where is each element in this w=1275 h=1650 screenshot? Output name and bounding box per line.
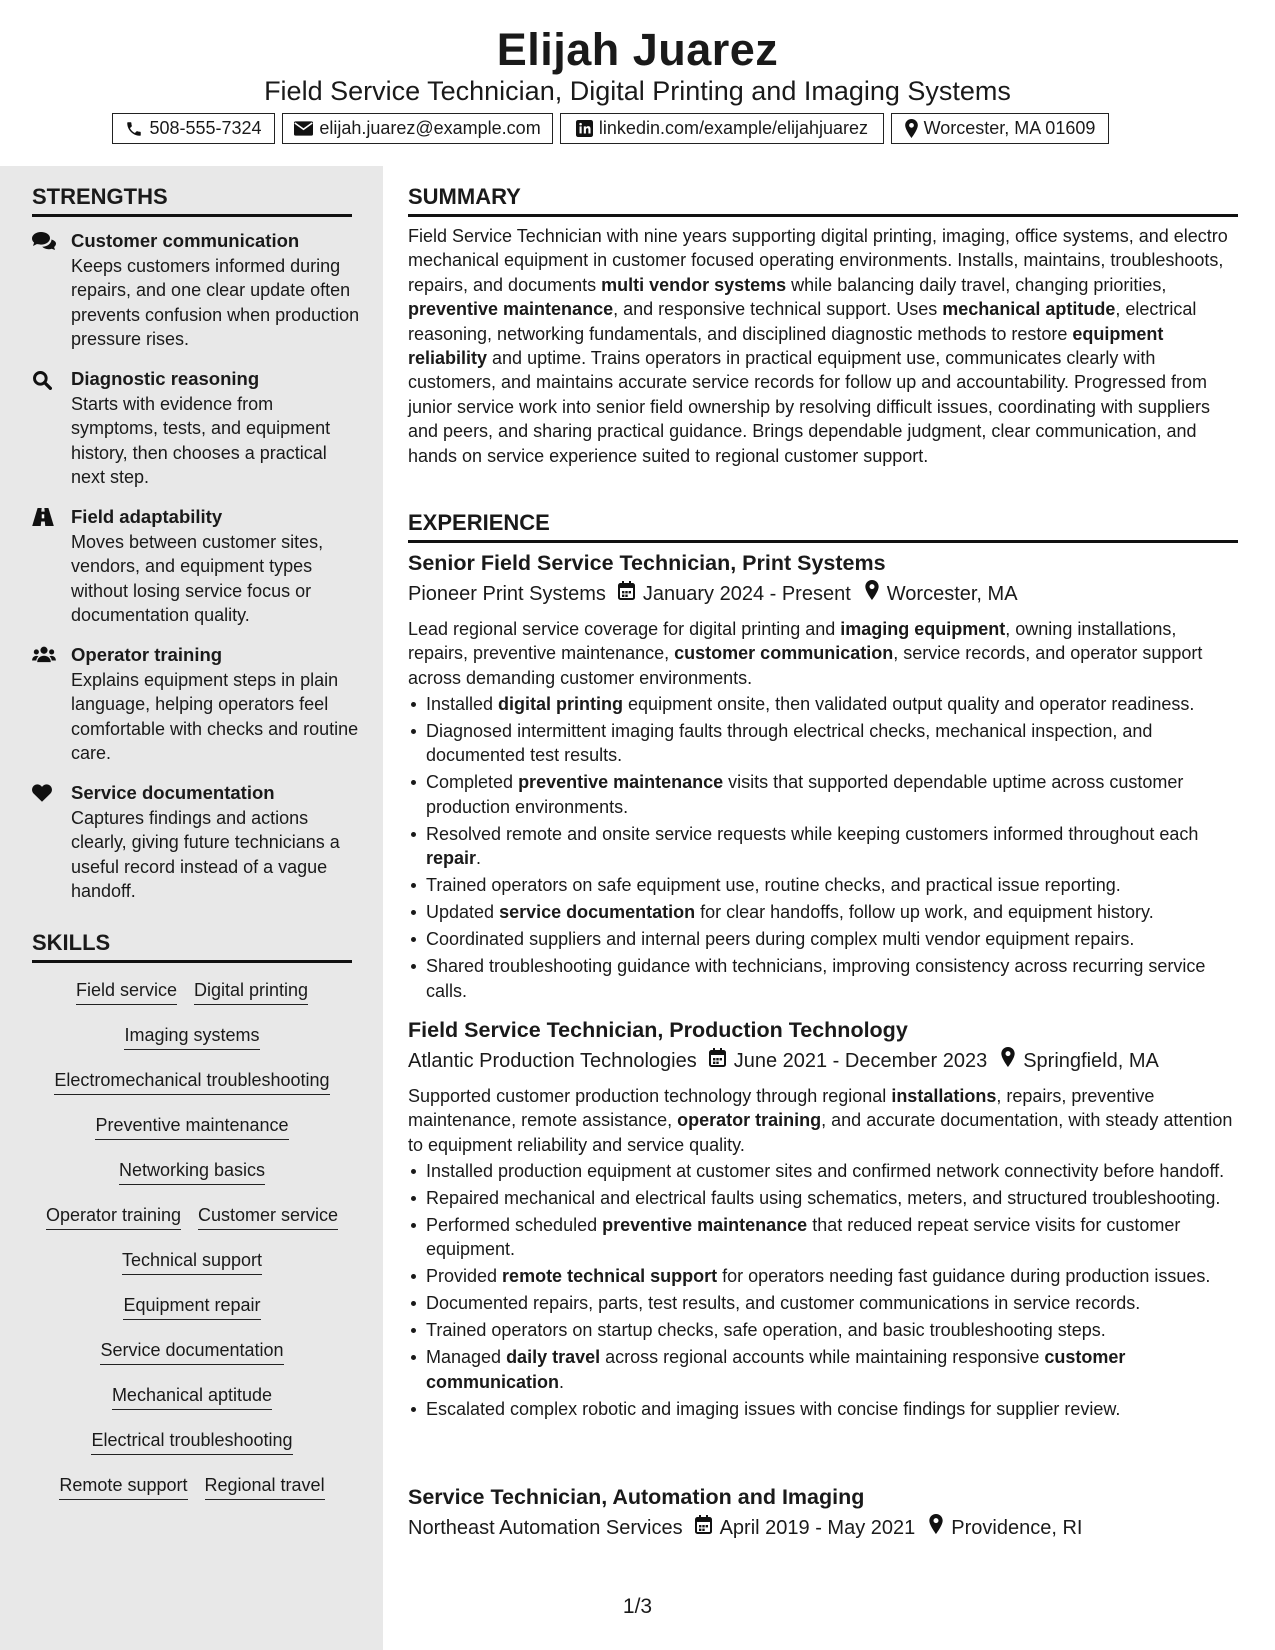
- strength-item: [32, 505, 362, 626]
- text-run: Field Service Technician with nine years supporting digital printing, imaging, office systems, and electro mechanical equipment in customer focused operating environments. Installs, maintains, troubleshoots, repairs, and documents: [408, 226, 1228, 295]
- strengths-heading: STRENGTHS: [32, 184, 168, 209]
- map-marker-icon: [987, 1047, 1023, 1075]
- bullet-item: [408, 1397, 1238, 1421]
- job-location: Worcester, MA: [886, 583, 1018, 605]
- job-meta: [408, 1047, 1238, 1075]
- summary-rule: [408, 214, 1238, 217]
- strength-title: Operator training: [71, 644, 223, 665]
- summary-heading: SUMMARY: [408, 184, 521, 209]
- skills-list: [32, 978, 352, 1518]
- strength-description: Keeps customers informed during repairs, and one clear update often prevents confusion when production pressure rises.: [71, 256, 360, 350]
- text-run: Updated: [426, 902, 500, 923]
- resume-header: [0, 0, 1275, 166]
- text-run: visits that supported dependable uptime across customer production environments.: [426, 772, 1184, 817]
- text-run: Escalated complex robotic and imaging issues with concise findings for supplier review.: [426, 1398, 1121, 1419]
- skill-tag: Technical support: [122, 1248, 262, 1275]
- text-run: Provided: [426, 1266, 503, 1287]
- skills-row: [32, 1473, 352, 1518]
- skills-row: [32, 1338, 352, 1383]
- job-bullets: [408, 1159, 1238, 1424]
- bullet-item: [408, 1159, 1238, 1183]
- bullet-item: [408, 1213, 1238, 1262]
- text-run: Performed scheduled: [426, 1215, 603, 1235]
- bullet-item: [408, 770, 1238, 819]
- strengths-rule: [32, 214, 352, 217]
- skill-tag: Field service: [76, 978, 177, 1005]
- text-run: Resolved remote and onsite service requests while keeping customers informed throughout each: [426, 823, 1199, 844]
- strength-description: Moves between customer sites, vendors, and equipment types without losing service focus or documentation quality.: [71, 532, 324, 626]
- text-run: for operators needing fast guidance during production issues.: [717, 1266, 1211, 1287]
- bullet-item: [408, 692, 1238, 716]
- strength-title: Diagnostic reasoning: [71, 368, 260, 389]
- bullet-item: [408, 1186, 1238, 1210]
- strength-title: Field adaptability: [71, 506, 223, 527]
- experience-rule: [408, 540, 1238, 543]
- text-run: equipment onsite, then validated output quality and operator readiness.: [623, 694, 1195, 714]
- strength-description: Starts with evidence from symptoms, tests, and equipment history, then chooses a practical next step.: [71, 394, 331, 488]
- text-run: Diagnosed intermittent imaging faults through electrical checks, mechanical inspection, and documented test results.: [426, 721, 1153, 766]
- job-meta: [408, 580, 1238, 608]
- text-run: , and accurate documentation, with steady attention to equipment reliability and service quality.: [408, 1110, 1233, 1155]
- contact-email-text: elijah.juarez@example.com: [319, 118, 541, 138]
- phone-icon: [125, 120, 143, 138]
- text-run: Installed: [426, 694, 499, 714]
- skill-tag: Operator training: [46, 1203, 181, 1230]
- search-icon: [32, 370, 56, 390]
- skills-row: [32, 1068, 352, 1113]
- bold-keyword: preventive maintenance: [518, 772, 724, 793]
- job-company: Pioneer Print Systems: [408, 583, 606, 605]
- text-run: Lead regional service coverage for digital printing and: [408, 619, 841, 639]
- bold-keyword: daily travel: [506, 1347, 601, 1368]
- envelope-icon: [294, 121, 313, 136]
- job-dates: June 2021 - December 2023: [733, 1050, 988, 1072]
- bold-keyword: preventive maintenance: [408, 299, 614, 320]
- skill-tag: Mechanical aptitude: [112, 1383, 272, 1410]
- bullet-item: [408, 954, 1238, 1003]
- skill-tag: Networking basics: [119, 1158, 265, 1185]
- text-run: and uptime. Trains operators in practical equipment use, communicates clearly with customers, and maintains accurate service records for follow up and accountability. Progressed from junior service work into senior field ownership by resolving difficult issues, coordinating with suppliers and peers, and sharing practical guidance. Brings dependable judgment, clear communication, and hands on service experience suited to regional customer support.: [408, 348, 1211, 466]
- linkedin-icon: [576, 120, 593, 137]
- skills-heading: SKILLS: [32, 930, 111, 955]
- skills-row: [32, 1158, 352, 1203]
- text-run: Completed: [426, 772, 519, 793]
- skills-row: [32, 1023, 352, 1068]
- text-run: Coordinated suppliers and internal peers during complex multi vendor equipment repairs.: [426, 929, 1135, 950]
- experience-heading: EXPERIENCE: [408, 510, 550, 535]
- text-run: , owning installations, repairs, preventive maintenance,: [408, 619, 1177, 664]
- strength-title: Customer communication: [71, 230, 300, 251]
- skill-tag: Customer service: [198, 1203, 338, 1230]
- bullet-item: [408, 1291, 1238, 1315]
- job-bullets: [408, 692, 1238, 1006]
- bold-keyword: digital printing: [498, 694, 624, 714]
- text-run: , and responsive technical support. Uses: [613, 299, 943, 320]
- candidate-title: Field Service Technician, Digital Printing and Imaging Systems: [264, 76, 1011, 106]
- bold-keyword: customer communication: [674, 643, 894, 664]
- text-run: .: [559, 1371, 565, 1392]
- bold-keyword: operator training: [677, 1110, 822, 1131]
- bold-keyword: service documentation: [499, 902, 696, 923]
- bold-keyword: multi vendor systems: [601, 274, 787, 295]
- bullet-item: [408, 1264, 1238, 1288]
- bullet-item: [408, 719, 1238, 768]
- bullet-item: [408, 1318, 1238, 1342]
- text-run: , service records, and operator support across demanding customer environments.: [408, 643, 1203, 688]
- contact-phone-text: 508-555-7324: [149, 118, 262, 138]
- skills-rule: [32, 960, 352, 963]
- text-run: Shared troubleshooting guidance with technicians, improving consistency across recurring service calls.: [426, 956, 1206, 1001]
- contact-phone[interactable]: [112, 113, 275, 144]
- skill-tag: Electrical troubleshooting: [91, 1428, 292, 1455]
- map-marker-icon: [851, 580, 887, 608]
- bold-keyword: preventive maintenance: [602, 1215, 808, 1235]
- job-location: Springfield, MA: [1023, 1050, 1159, 1072]
- text-run: for clear handoffs, follow up work, and equipment history.: [695, 902, 1154, 923]
- bold-keyword: installations: [891, 1086, 997, 1106]
- bold-keyword: equipment reliability: [408, 323, 1164, 369]
- skills-row: [32, 1113, 352, 1158]
- strength-description: Captures findings and actions clearly, giving future technicians a useful record instead of a vague handoff.: [71, 808, 340, 902]
- bold-keyword: customer communication: [426, 1347, 1126, 1392]
- skill-tag: Preventive maintenance: [95, 1113, 288, 1140]
- strength-item: [32, 367, 362, 488]
- job-company: Northeast Automation Services: [408, 1517, 683, 1539]
- bullet-item: [408, 873, 1238, 897]
- text-run: that reduced repeat service visits for customer equipment.: [426, 1215, 1181, 1260]
- skill-tag: Regional travel: [205, 1473, 325, 1500]
- contact-email[interactable]: [282, 113, 553, 144]
- heart-icon: [32, 784, 56, 804]
- contact-location-text: Worcester, MA 01609: [923, 118, 1096, 138]
- text-run: Repaired mechanical and electrical faults using schematics, meters, and structured troubleshooting.: [426, 1188, 1221, 1208]
- page-number: 1/3: [622, 1595, 653, 1618]
- bullet-item: [408, 927, 1238, 951]
- job-title: Senior Field Service Technician, Print Systems: [408, 551, 886, 575]
- bold-keyword: repair: [426, 848, 477, 869]
- bullet-item: [408, 1345, 1238, 1394]
- skill-tag: Digital printing: [194, 978, 308, 1005]
- strength-item: [32, 643, 362, 764]
- contact-linkedin-text: linkedin.com/example/elijahjuarez: [598, 118, 869, 138]
- job-intro: [408, 1084, 1238, 1157]
- bold-keyword: remote technical support: [502, 1266, 718, 1287]
- skill-tag: Remote support: [59, 1473, 187, 1500]
- text-run: while balancing daily travel, changing priorities,: [786, 274, 1167, 295]
- contact-location: [891, 113, 1109, 144]
- text-run: Trained operators on safe equipment use, routine checks, and practical issue reporting.: [426, 875, 1121, 896]
- strength-item: [32, 781, 362, 911]
- text-run: across regional accounts while maintaining responsive: [600, 1347, 1045, 1368]
- comments-icon: [32, 232, 56, 252]
- skills-row: [32, 1293, 352, 1338]
- strength-title: Service documentation: [71, 782, 275, 803]
- job-intro: [408, 617, 1238, 690]
- strength-item: [32, 229, 362, 359]
- job-dates: January 2024 - Present: [642, 583, 851, 605]
- road-icon: [32, 508, 56, 528]
- text-run: , electrical reasoning, networking fundamentals, and disciplined diagnostic methods to restore: [408, 299, 1197, 344]
- skills-row: [32, 1428, 352, 1473]
- job-title: Service Technician, Automation and Imaging: [408, 1485, 865, 1509]
- calendar-icon: [606, 580, 643, 608]
- skills-row: [32, 1248, 352, 1293]
- skills-row: [32, 1203, 352, 1248]
- text-run: Documented repairs, parts, test results, and customer communications in service records.: [426, 1293, 1141, 1314]
- skills-row: [32, 1383, 352, 1428]
- strength-description: Explains equipment steps in plain language, helping operators feel comfortable with checks and routine care.: [71, 670, 359, 764]
- map-marker-icon: [915, 1514, 951, 1542]
- text-run: Supported customer production technology through regional: [408, 1086, 892, 1106]
- candidate-name: Elijah Juarez: [496, 24, 779, 75]
- text-run: Trained operators on startup checks, safe operation, and basic troubleshooting steps.: [426, 1320, 1106, 1341]
- job-title: Field Service Technician, Production Technology: [408, 1018, 908, 1042]
- users-icon: [32, 646, 56, 666]
- text-run: , repairs, preventive maintenance, remote assistance,: [408, 1086, 1155, 1131]
- calendar-icon: [683, 1514, 720, 1542]
- skills-row: [32, 978, 352, 1023]
- text-run: Installed production equipment at customer sites and confirmed network connectivity before handoff.: [426, 1161, 1225, 1181]
- job-company: Atlantic Production Technologies: [408, 1050, 697, 1072]
- text-run: .: [476, 848, 482, 869]
- bold-keyword: mechanical aptitude: [942, 299, 1116, 320]
- summary-text: [408, 224, 1238, 468]
- job-meta: [408, 1514, 1238, 1542]
- skill-tag: Equipment repair: [123, 1293, 260, 1320]
- contact-bar: [112, 113, 1109, 144]
- skill-tag: Imaging systems: [124, 1023, 259, 1050]
- job-location: Providence, RI: [951, 1517, 1083, 1539]
- calendar-icon: [697, 1047, 734, 1075]
- contact-linkedin[interactable]: [560, 113, 884, 144]
- bullet-item: [408, 822, 1238, 871]
- map-marker-icon: [905, 119, 918, 138]
- job-dates: April 2019 - May 2021: [719, 1517, 916, 1539]
- skill-tag: Service documentation: [100, 1338, 283, 1365]
- bold-keyword: imaging equipment: [840, 619, 1006, 639]
- skill-tag: Electromechanical troubleshooting: [54, 1068, 329, 1095]
- text-run: Managed: [426, 1347, 507, 1368]
- bullet-item: [408, 900, 1238, 924]
